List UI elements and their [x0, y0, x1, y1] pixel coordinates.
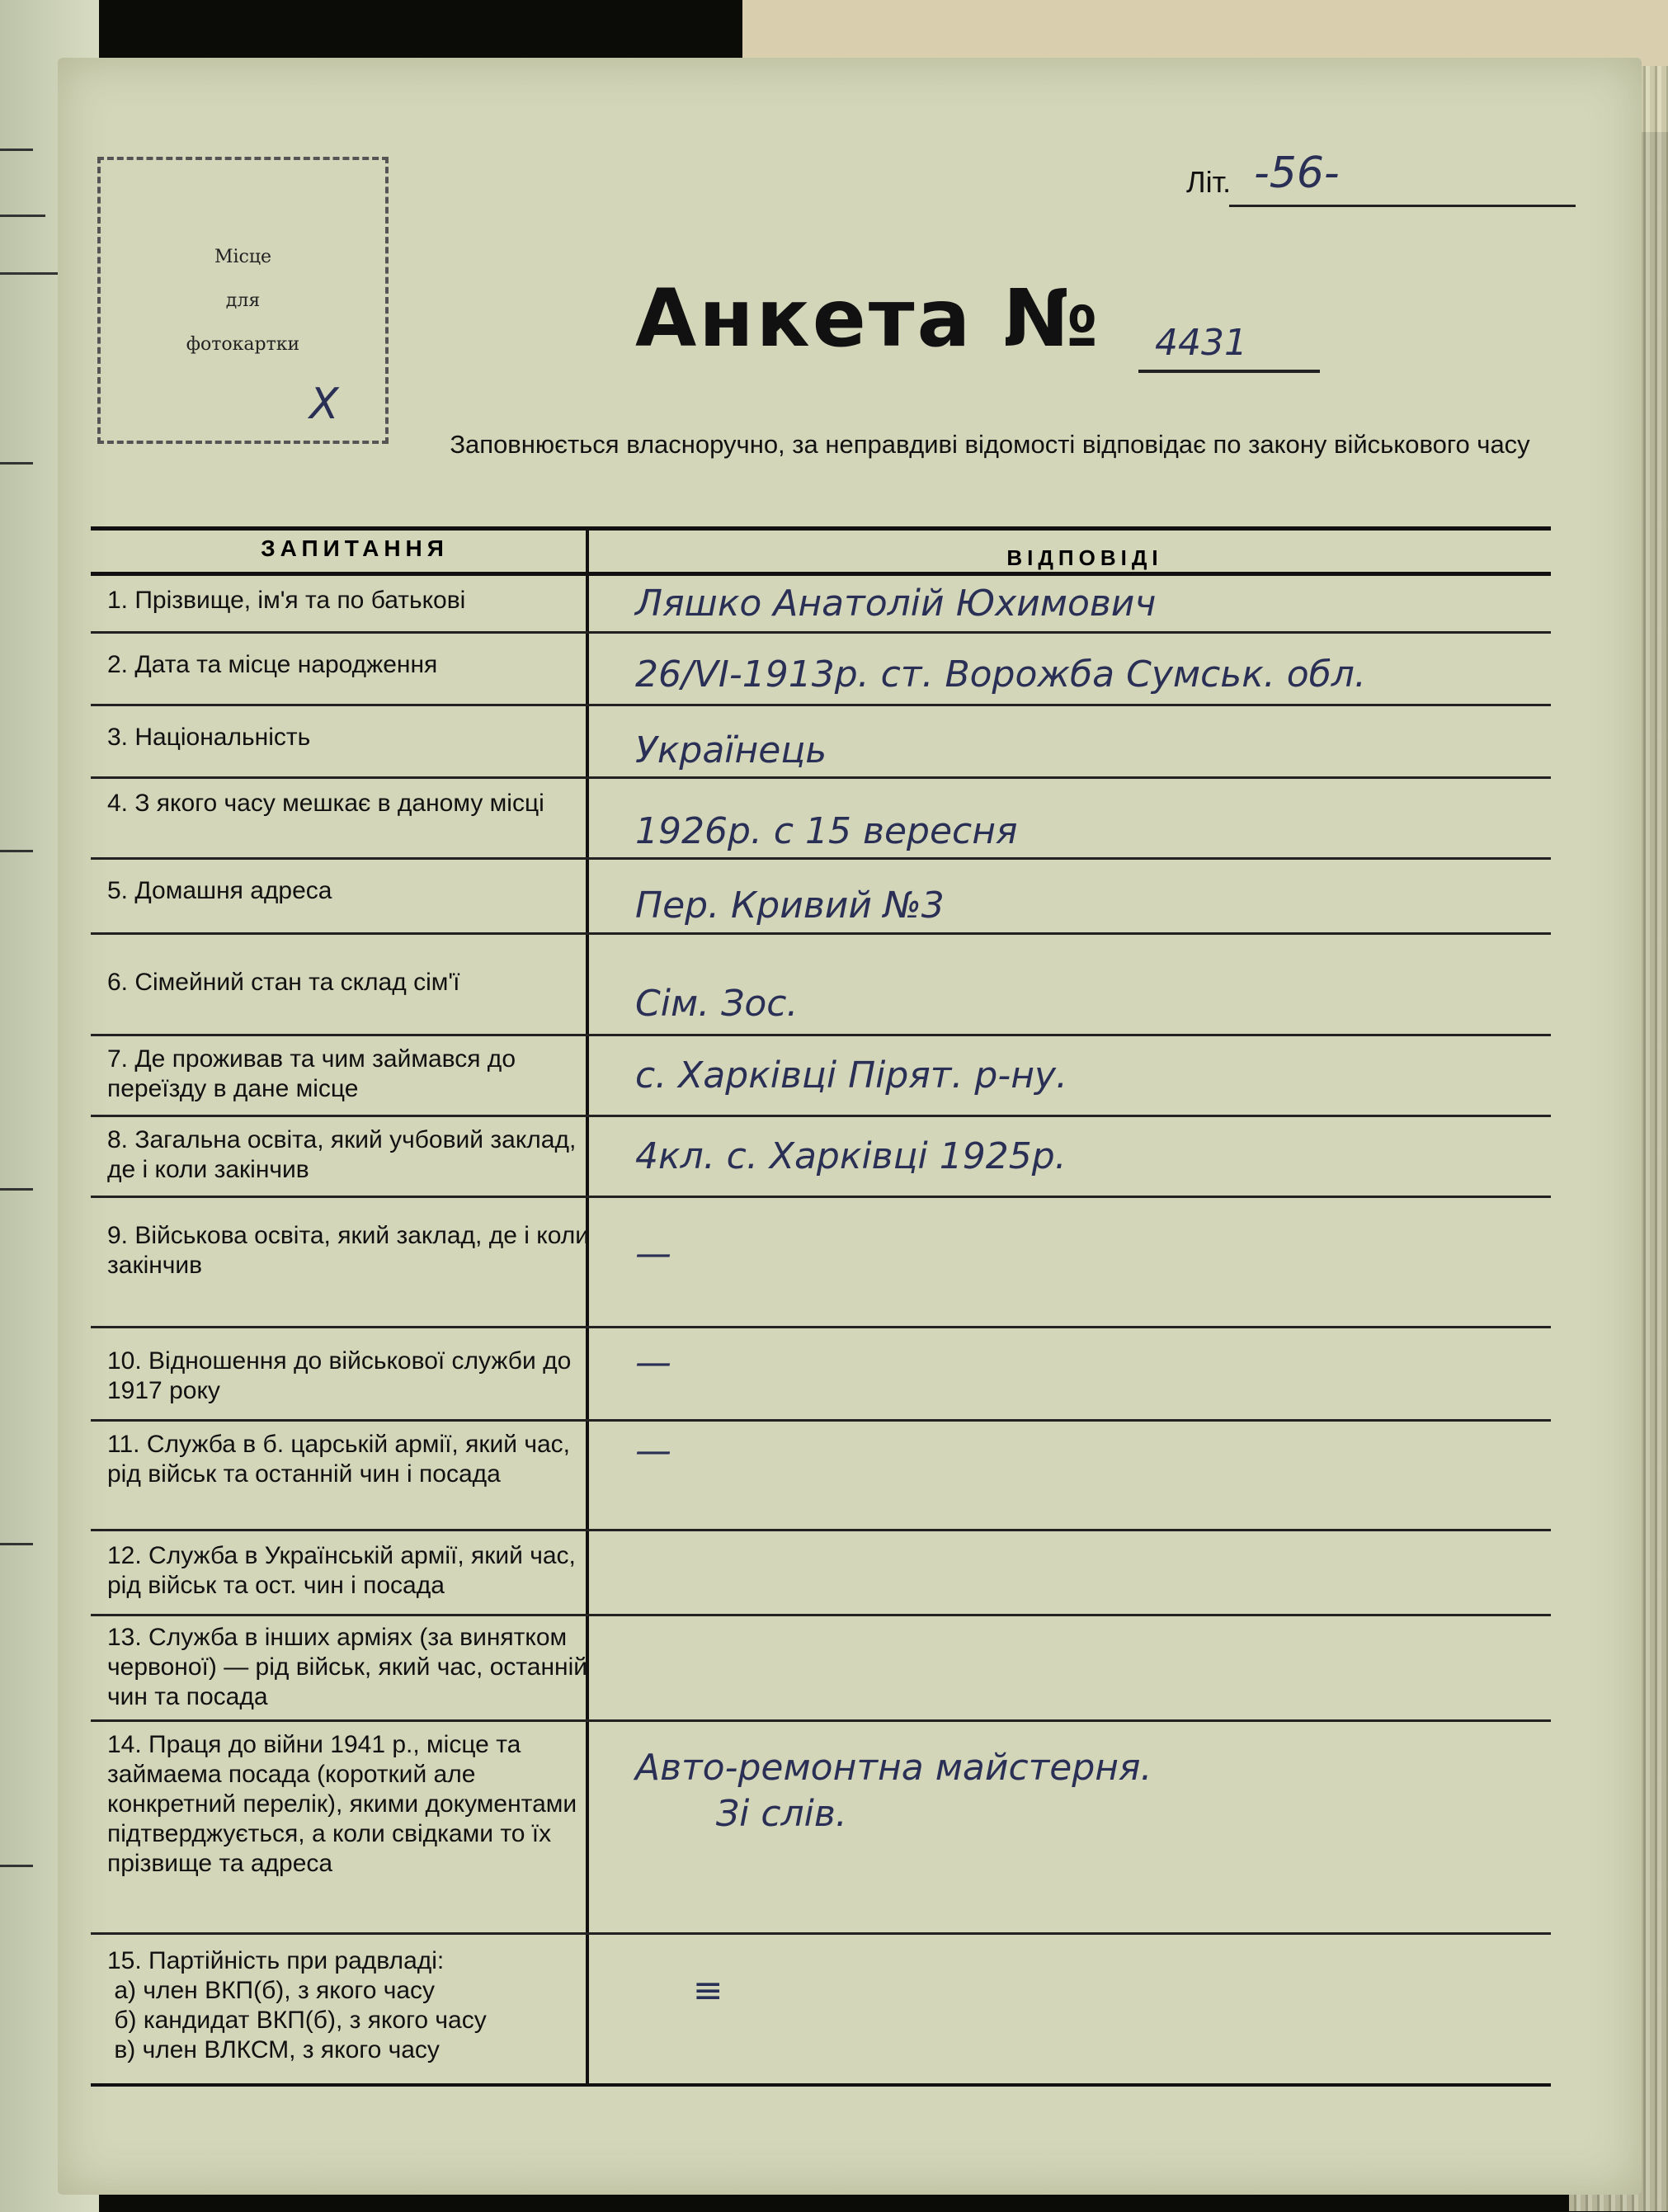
table-header [91, 526, 1551, 576]
form-row [91, 1935, 1551, 2087]
answer: 26/VI-1913р. ст. Ворожба Сумськ. обл. [635, 653, 1366, 696]
question: 9. Військова освіта, який заклад, де і коли закінчив [107, 1222, 589, 1279]
form-number: 4431 [1155, 322, 1247, 364]
photo-label-line: для [225, 290, 261, 311]
question: 8. Загальна освіта, який учбовий заклад, де і коли закінчив [107, 1126, 577, 1183]
lit-value: -56- [1254, 149, 1340, 198]
lit-underline [1229, 205, 1576, 207]
lit-label: Літ. [1186, 165, 1232, 199]
answer: — [635, 1342, 671, 1384]
number-underline [1138, 370, 1320, 373]
form-row [91, 706, 1551, 779]
answer: Сім. Зос. [635, 983, 799, 1025]
question: 11. Служба в б. царській армії, який час, рід військ та останній чин і посада [107, 1431, 570, 1488]
answers-header: ВІДПОВІДІ [1006, 545, 1163, 570]
answer: Ляшко Анатолій Юхимович [635, 582, 1157, 625]
form-row [91, 1531, 1551, 1616]
answer: ≡ [635, 1969, 723, 2012]
question: 10. Відношення до військової служби до 1917 року [107, 1347, 572, 1404]
answer: Українець [635, 729, 827, 771]
answer: с. Харківці Пірят. р-ну. [635, 1054, 1068, 1097]
form-row [91, 935, 1551, 1036]
form-row [91, 1198, 1551, 1328]
question: 7. Де проживав та чим займався до переїзду в дане місце [107, 1045, 516, 1102]
form-row [91, 1722, 1551, 1935]
question: 3. Національність [107, 724, 311, 751]
form-row [91, 1328, 1551, 1422]
question: 14. Праця до війни 1941 р., місце та займаема посада (короткий але конкретний перелік), якими документами підтверджується, а коли свідками то їх прізвище та адреса [107, 1731, 577, 1877]
question: 13. Служба в інших арміях (за винятком червоної) — рід військ, який час, останній чин та посада [107, 1624, 588, 1710]
answer: Авто-ремонтна майстерня. Зі слів. [635, 1747, 1152, 1835]
form-row [91, 1117, 1551, 1198]
form-row [91, 1616, 1551, 1722]
question: 12. Служба в Українській армії, який час, рід військ та ост. чин і посада [107, 1542, 576, 1599]
answer: — [635, 1233, 671, 1275]
photo-placeholder [97, 157, 389, 444]
question: 2. Дата та місце народження [107, 651, 438, 678]
photo-label-line: Місце [214, 246, 272, 267]
question: 4. З якого часу мешкає в даному місці [107, 790, 544, 817]
answer: 1926р. с 15 вересня [635, 810, 1018, 852]
answer: Пер. Кривий №3 [635, 884, 945, 927]
form-row [91, 860, 1551, 935]
question: 15. Партійність при радвладі: а) член ВКП(б), з якого часу б) кандидат ВКП(б), з якого часу в) член ВЛКСМ, з якого часу [107, 1947, 487, 2063]
form-row [91, 1036, 1551, 1117]
photo-label-line: фотокартки [186, 333, 300, 355]
form-title: Анкета № [635, 272, 1101, 365]
form-row [91, 634, 1551, 706]
form-subtitle: Заповнюється власноручно, за неправдиві відомості відповідає по закону військового часу [450, 430, 1530, 459]
questions-header: ЗАПИТАННЯ [261, 535, 449, 561]
answer: 4кл. с. Харківці 1925р. [635, 1135, 1067, 1177]
question: 1. Прізвище, ім'я та по батькові [107, 587, 466, 614]
form-row [91, 779, 1551, 860]
question: 5. Домашня адреса [107, 877, 332, 904]
form-row [91, 569, 1551, 634]
question: 6. Сімейний стан та склад сім'ї [107, 969, 460, 996]
form-row [91, 1422, 1551, 1531]
photo-handwritten-mark: X [309, 380, 339, 429]
form-page [58, 58, 1642, 2195]
answer: — [635, 1430, 671, 1472]
